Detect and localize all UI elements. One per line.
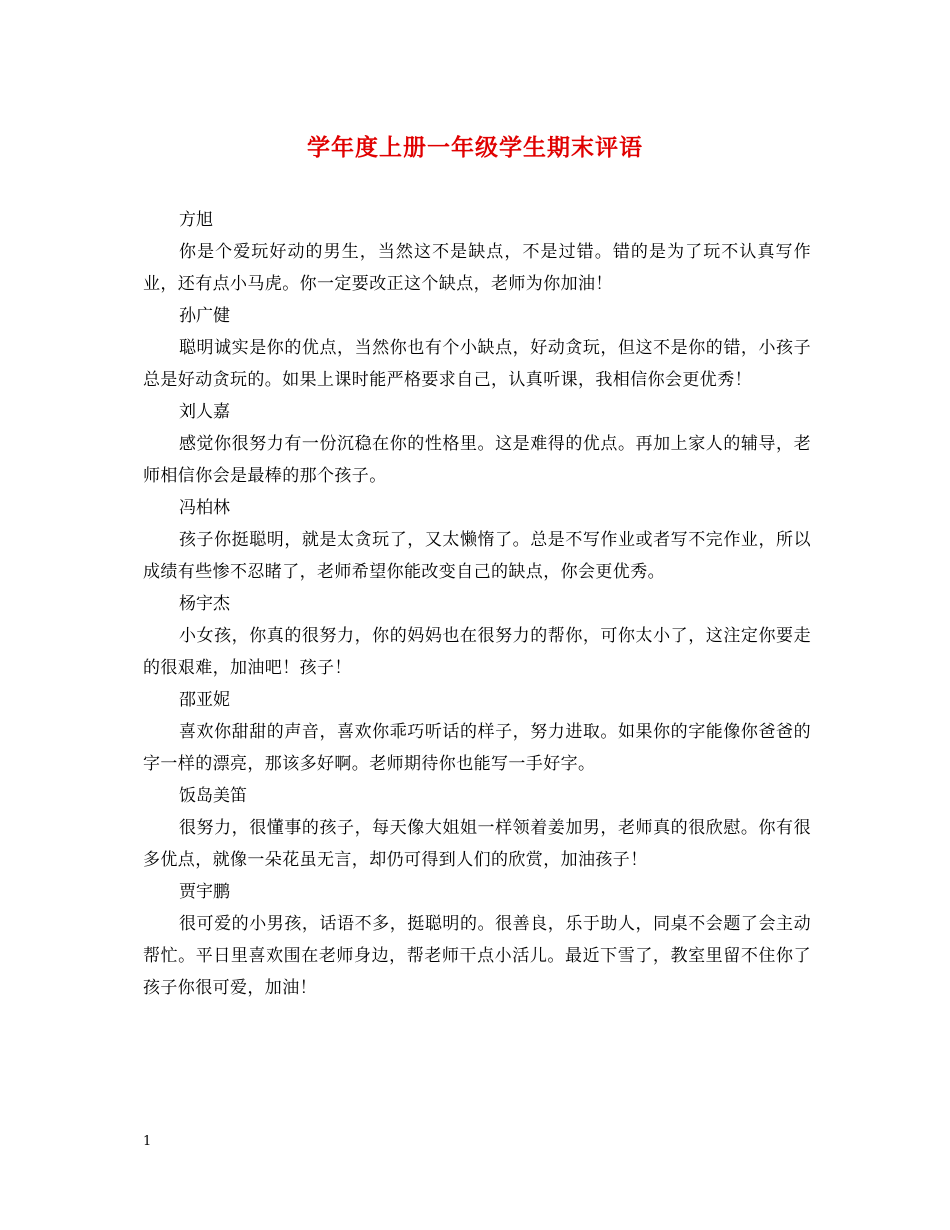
student-comment: 很可爱的小男孩，话语不多，挺聪明的。很善良，乐于助人，同桌不会题了会主动帮忙。平日里喜欢围在老师身边，帮老师干点小活儿。最近下雪了，教室里留不住你了孩子你很可爱，加油！ xyxy=(143,914,811,998)
student-comment: 喜欢你甜甜的声音，喜欢你乖巧听话的样子，努力进取。如果你的字能像你爸爸的字一样的漂亮，那该多好啊。老师期待你也能写一手好字。 xyxy=(143,722,811,774)
page-number: 1 xyxy=(143,1134,152,1149)
student-name: 刘人嘉 xyxy=(179,402,230,422)
student-comment: 小女孩，你真的很努力，你的妈妈也在很努力的帮你，可你太小了，这注定你要走的很艰难，加油吧！孩子！ xyxy=(143,626,811,678)
student-name: 杨宇杰 xyxy=(179,594,230,614)
student-comment: 很努力，很懂事的孩子，每天像大姐姐一样领着姜加男，老师真的很欣慰。你有很多优点，就像一朵花虽无言，却仍可得到人们的欣赏，加油孩子！ xyxy=(143,818,811,870)
student-name: 冯柏林 xyxy=(179,498,230,518)
comments-list xyxy=(143,204,811,1004)
student-comment: 感觉你很努力有一份沉稳在你的性格里。这是难得的优点。再加上家人的辅导，老师相信你会是最棒的那个孩子。 xyxy=(143,434,811,486)
student-name: 贾宇鹏 xyxy=(179,882,230,902)
student-comment: 你是个爱玩好动的男生，当然这不是缺点，不是过错。错的是为了玩不认真写作业，还有点小马虎。你一定要改正这个缺点，老师为你加油！ xyxy=(143,242,811,294)
student-comment: 孩子你挺聪明，就是太贪玩了，又太懒惰了。总是不写作业或者写不完作业，所以成绩有些惨不忍睹了，老师希望你能改变自己的缺点，你会更优秀。 xyxy=(143,530,811,582)
student-name: 孙广健 xyxy=(179,306,230,326)
student-name: 方旭 xyxy=(179,210,213,230)
student-name: 饭岛美笛 xyxy=(179,786,247,806)
student-name: 邵亚妮 xyxy=(179,690,230,710)
document-title: 学年度上册一年级学生期末评语 xyxy=(307,134,643,161)
student-comment: 聪明诚实是你的优点，当然你也有个小缺点，好动贪玩，但这不是你的错，小孩子总是好动贪玩的。如果上课时能严格要求自己，认真听课，我相信你会更优秀！ xyxy=(143,338,811,390)
